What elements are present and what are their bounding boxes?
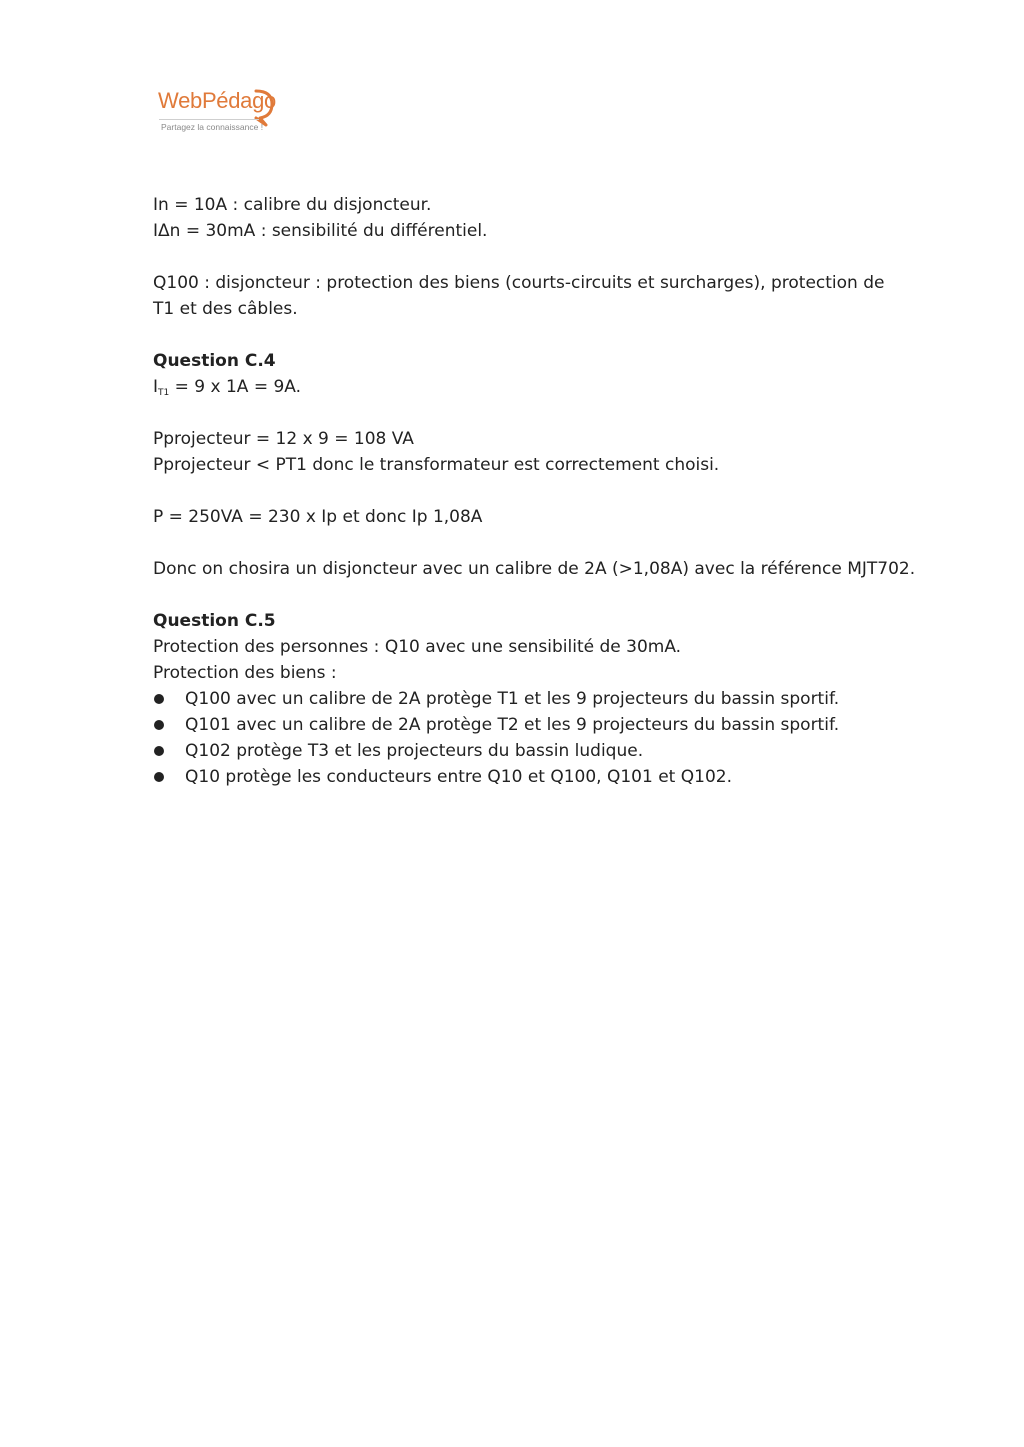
spacer: [153, 400, 893, 426]
sensibilite-line: IΔn = 30mA : sensibilité du différentiel.: [153, 221, 488, 241]
spacer: [153, 478, 893, 504]
list-item-text: Q101 avec un calibre de 2A protège T2 et les 9 projecteurs du bassin sportif.: [185, 715, 840, 735]
it1-equation: [153, 374, 893, 400]
list-item-text: Q102 protège T3 et les projecteurs du bassin ludique.: [185, 741, 644, 761]
goods-protection-list: [153, 686, 893, 790]
list-item-text: Q10 protège les conducteurs entre Q10 et Q100, Q101 et Q102.: [185, 767, 732, 787]
list-item: [153, 764, 893, 790]
list-item: [153, 686, 893, 712]
goods-protection-label: Protection des biens :: [153, 663, 337, 683]
bullet-icon: [154, 694, 164, 704]
persons-protection: Protection des personnes : Q10 avec une sensibilité de 30mA.: [153, 637, 682, 657]
calibre-line: In = 10A : calibre du disjoncteur.: [153, 195, 432, 215]
list-item-text: Q100 avec un calibre de 2A protège T1 et les 9 projecteurs du bassin sportif.: [185, 689, 840, 709]
it1-subscript: T1: [158, 388, 170, 398]
logo-divider: [159, 119, 259, 120]
list-item: [153, 712, 893, 738]
bullet-icon: [154, 720, 164, 730]
webpedago-logo: [158, 86, 282, 138]
document-body: [153, 192, 916, 790]
bullet-icon: [154, 746, 164, 756]
it1-value: = 9 x 1A = 9A.: [169, 377, 302, 397]
pprojecteur-compare: Pprojecteur < PT1 donc le transformateur est correctement choisi.: [153, 455, 720, 475]
logo-brand-text: WebPédago: [158, 88, 276, 113]
power-equation: P = 250VA = 230 x Ip et donc Ip 1,08A: [153, 507, 483, 527]
it1-symbol: I: [153, 377, 159, 397]
spacer: [153, 322, 893, 348]
logo-tagline: Partagez la connaissance !: [161, 122, 264, 132]
spacer: [153, 530, 893, 556]
bullet-icon: [154, 772, 164, 782]
c4-conclusion: Donc on chosira un disjoncteur avec un calibre de 2A (>1,08A) avec la référence MJT702.: [153, 559, 916, 579]
q100-description: Q100 : disjoncteur : protection des biens (courts-circuits et surcharges), protection de T1 et des câbles.: [153, 273, 885, 319]
question-c5-heading: Question C.5: [153, 611, 276, 631]
question-c4-heading: Question C.4: [153, 351, 276, 371]
spacer: [153, 582, 893, 608]
spacer: [153, 244, 893, 270]
list-item: [153, 738, 893, 764]
pprojecteur-calc: Pprojecteur = 12 x 9 = 108 VA: [153, 429, 414, 449]
